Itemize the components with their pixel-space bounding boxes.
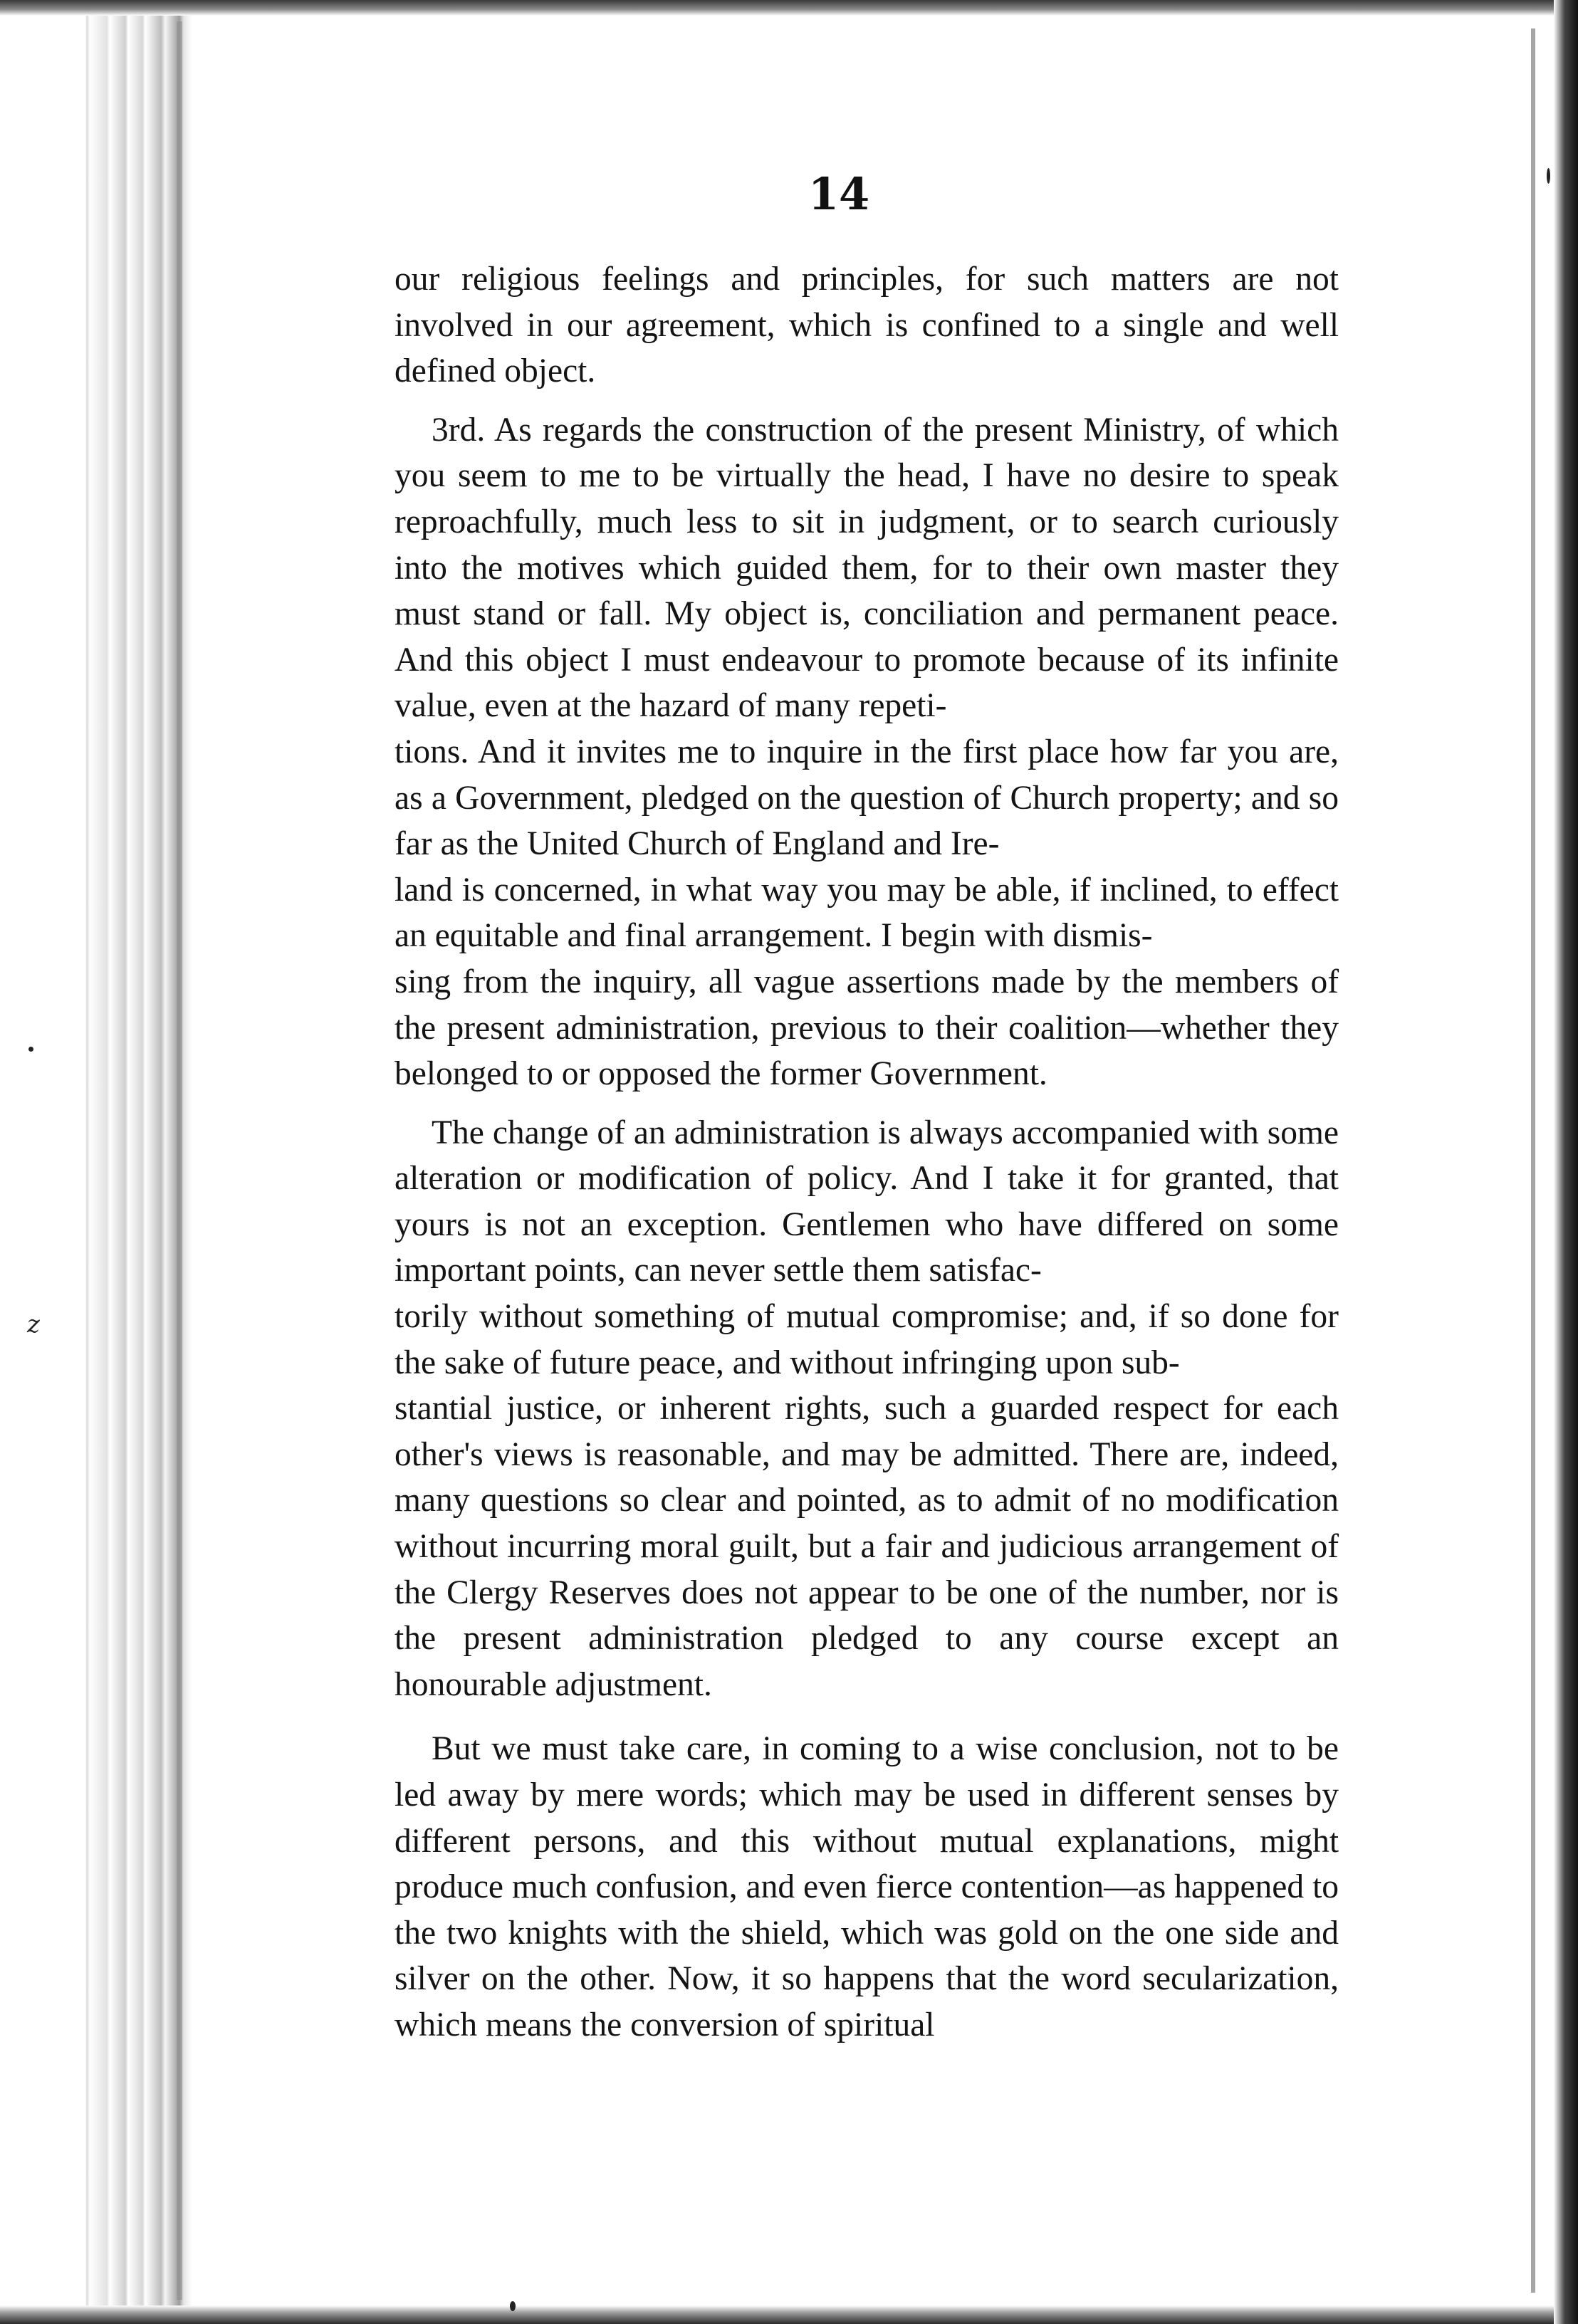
text-line: our religious feelings and principles, for such matters are not	[394, 261, 1339, 298]
text-line: the word secularization, which means the conversion of spiritual	[394, 1960, 1339, 2043]
text-line: involved in our agreement, which is confined to a single and	[394, 306, 1267, 344]
text-line: for the sake of future peace, and without infringing upon sub-	[394, 1298, 1339, 1381]
text-line: to any course except an honourable adjustment.	[394, 1620, 1339, 1703]
gutter-mark: z	[27, 1310, 40, 1339]
scan-border-top	[0, 0, 1578, 16]
text-line: of the present administration, previous to their coalition—whether	[394, 963, 1339, 1047]
scan-border-bottom	[0, 2305, 1578, 2324]
text-line: well defined object.	[394, 306, 1339, 390]
text-line: you are, as a Government, pledged on the question of Church	[394, 733, 1339, 817]
text-line: granted, that yours is not an exception. Gentlemen who have	[394, 1160, 1339, 1243]
page-edges	[0, 0, 192, 2324]
paragraph-2	[394, 407, 1339, 1097]
text-line: torily without something of mutual compromise; and, if so done	[394, 1298, 1288, 1336]
text-line: 3rd. As regards the construction of the present Ministry, of	[432, 411, 1245, 449]
text-line: which you seem to me to be virtually the head, I have no desire	[394, 411, 1339, 495]
scan-speck	[28, 1047, 33, 1052]
text-line: property; and so far as the United Church of England and Ire-	[394, 779, 1339, 863]
text-line: tions. And it invites me to inquire in the first place how far	[394, 733, 1217, 770]
text-line: effect an equitable and final arrangement. I begin with dismis-	[394, 871, 1339, 955]
text-line: land is concerned, in what way you may be able, if inclined, to	[394, 871, 1253, 909]
text-line: no modification without incurring moral guilt, but a fair and	[394, 1482, 1339, 1566]
text-line: be led away by mere words; which may be used in different	[394, 1730, 1339, 1813]
text-line: judicious arrangement of the Clergy Reserves does not appear to	[394, 1528, 1339, 1611]
body-text	[394, 256, 1339, 2048]
text-line: stantial justice, or inherent rights, such a guarded respect for	[394, 1390, 1263, 1428]
text-line: master they must stand or fall. My object is, conciliation and	[394, 549, 1339, 633]
text-line: might produce much confusion, and even fierce contention—as	[394, 1822, 1339, 1906]
text-line: differed on some important points, can never settle them satisfac-	[394, 1205, 1339, 1289]
text-line: sing from the inquiry, all vague assertions made by the members	[394, 963, 1300, 1000]
paragraph-4	[394, 1726, 1339, 2048]
text-line: curiously into the motives which guided them, for to their own	[394, 503, 1339, 587]
paragraph-1	[394, 256, 1339, 394]
paragraph-3	[394, 1110, 1339, 1708]
text-line: permanent peace. And this object I must endeavour to promote	[394, 595, 1339, 679]
page-number: 14	[808, 168, 870, 220]
text-line: be one of the number, nor is the present administration pledged	[394, 1574, 1339, 1658]
text-line: the one side and silver on the other. Now, it so happens that	[394, 1914, 1339, 1998]
right-page-edge	[1531, 28, 1535, 2293]
text-line: The change of an administration is always accompanied with	[432, 1114, 1259, 1151]
text-line: happened to the two knights with the shield, which was gold on	[394, 1868, 1339, 1952]
gutter-shadow	[177, 21, 182, 2300]
text-line: each other's views is reasonable, and may be admitted. There	[394, 1390, 1339, 1473]
text-line: because of its infinite value, even at the hazard of many repeti-	[394, 641, 1339, 725]
text-line: But we must take care, in coming to a wise conclusion, not to	[432, 1730, 1296, 1768]
text-line: senses by different persons, and this without mutual explanations,	[394, 1776, 1339, 1860]
text-line: are, indeed, many questions so clear and pointed, as to admit of	[394, 1435, 1339, 1519]
scan-border-right	[1554, 0, 1578, 2324]
text-line: some alteration or modification of policy. And I take it for	[394, 1114, 1339, 1198]
text-line: to speak reproachfully, much less to sit in judgment, or to search	[394, 457, 1339, 540]
text-line: they belonged to or opposed the former Government.	[394, 1009, 1339, 1093]
scan-speck	[510, 2301, 516, 2311]
